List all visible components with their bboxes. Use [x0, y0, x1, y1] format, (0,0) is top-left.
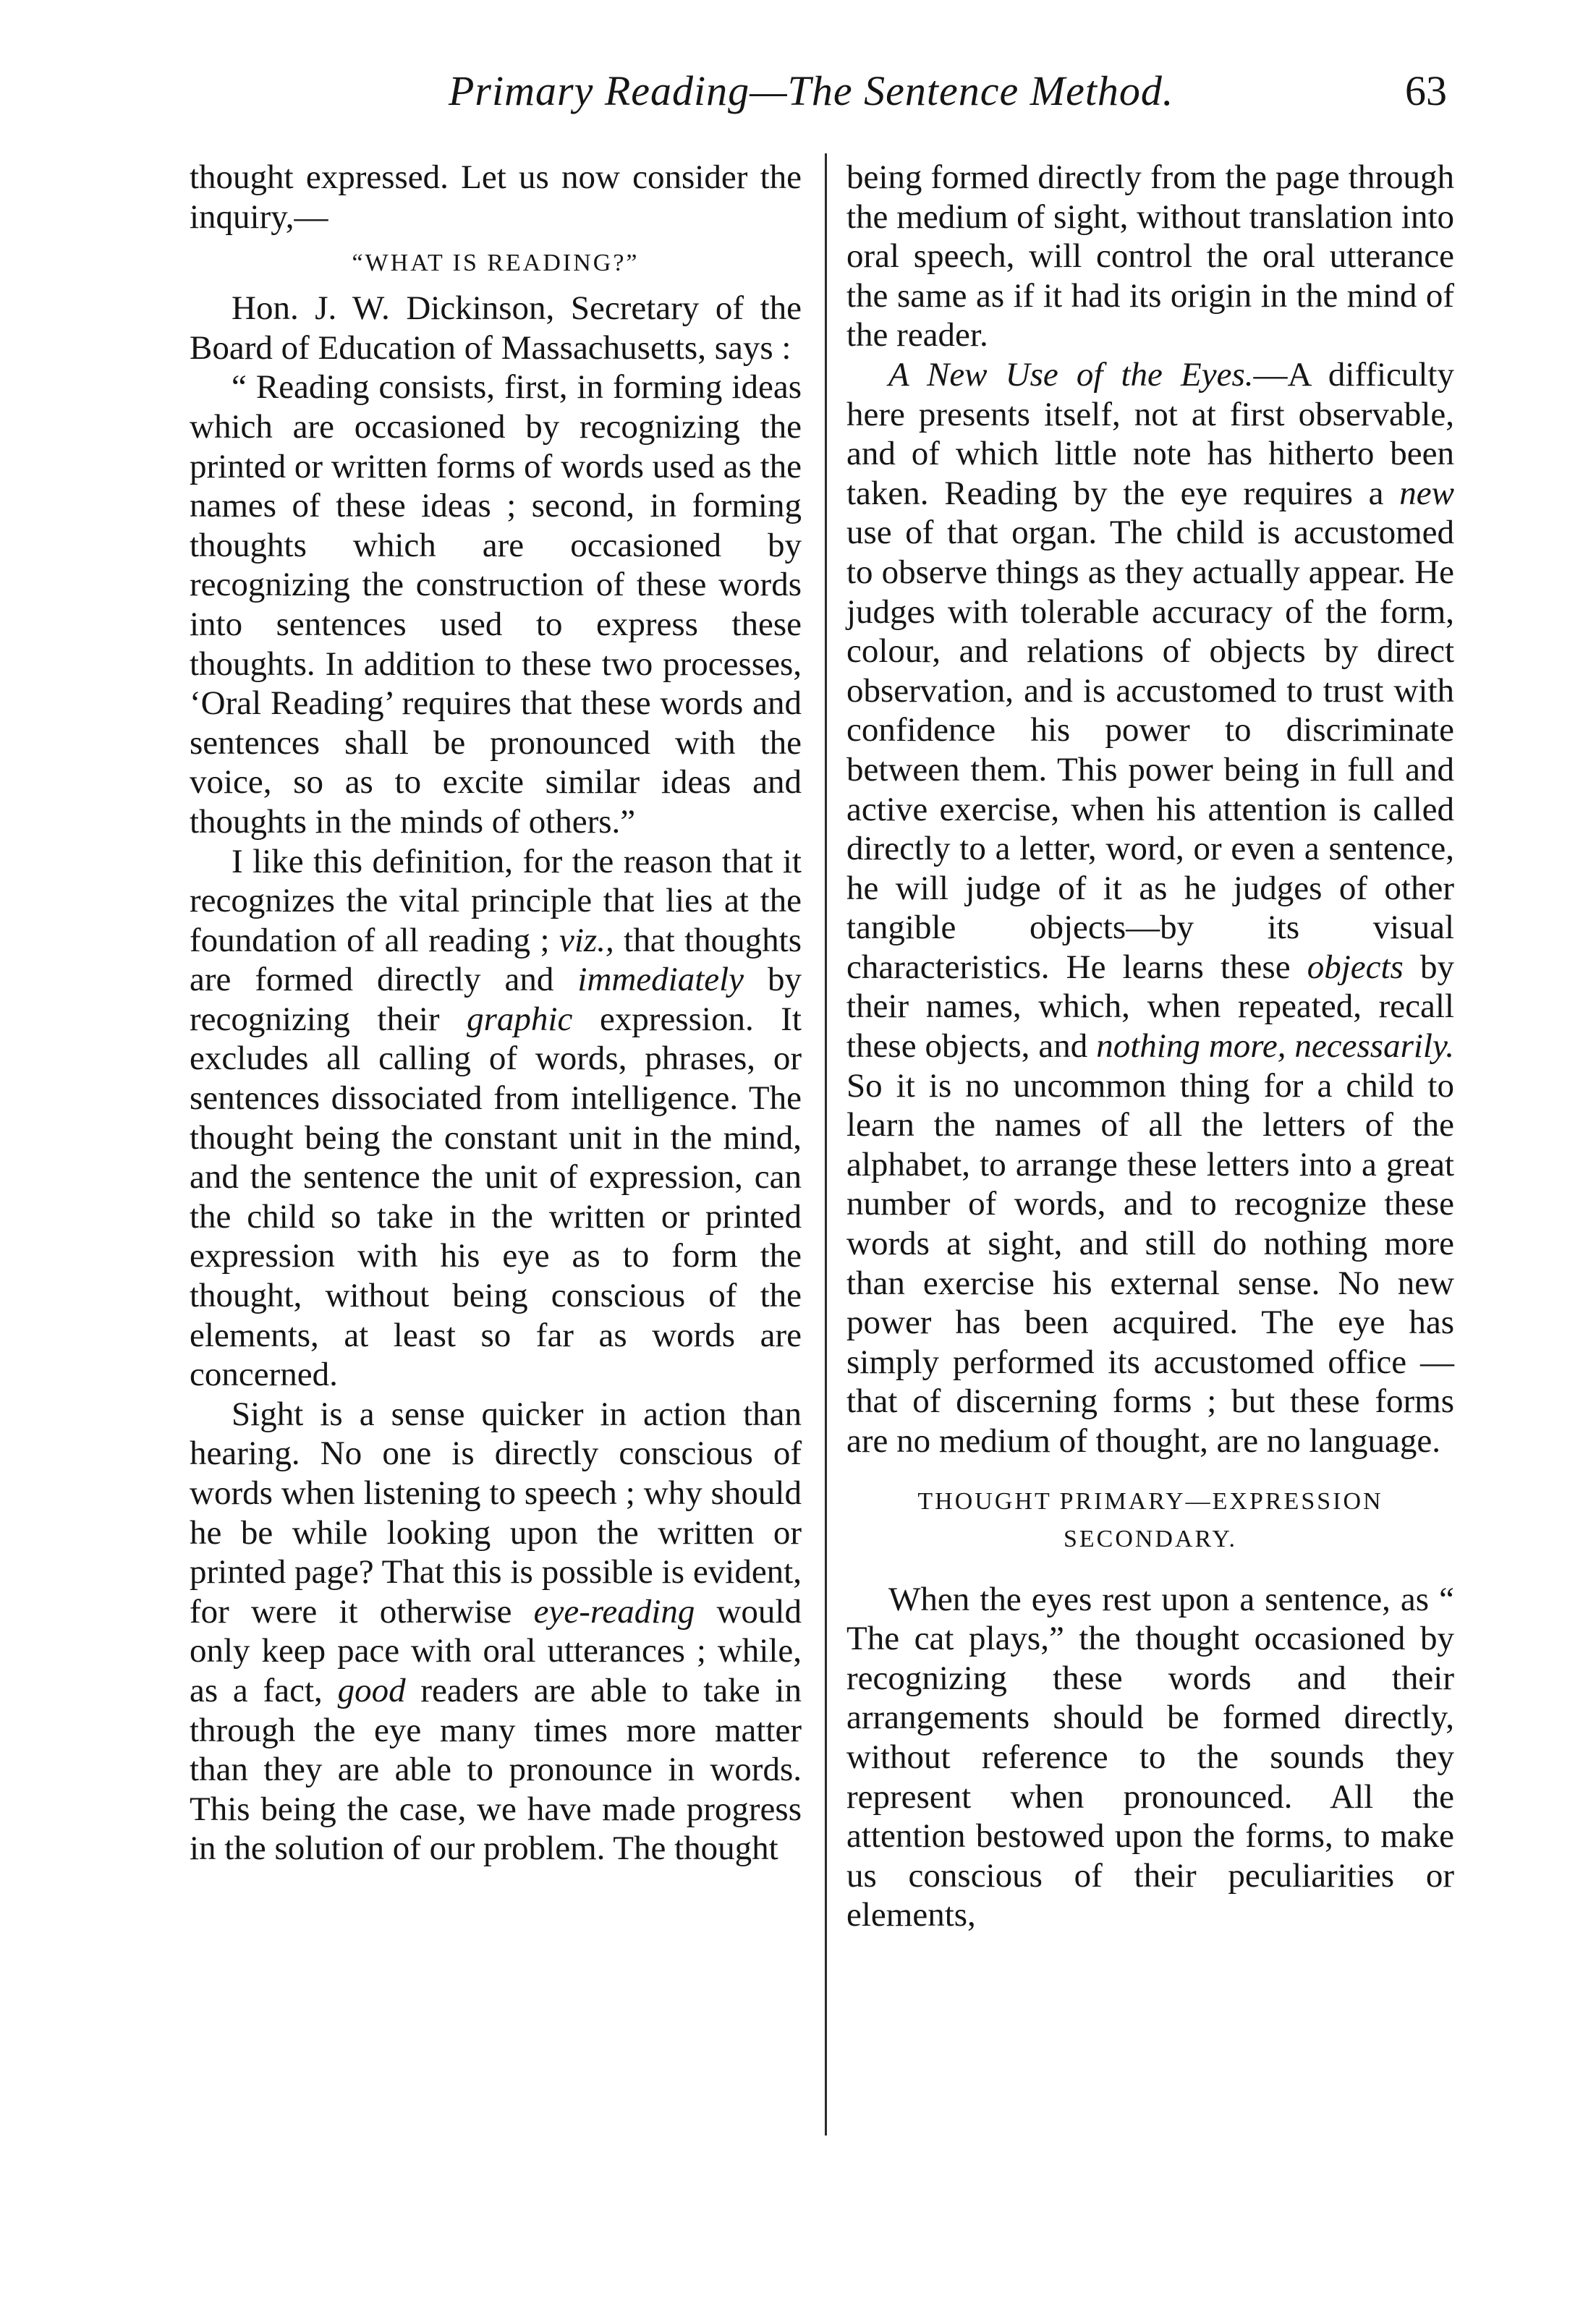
quotation-paragraph: “ Reading consists, first, in forming ideas which are occasioned by recognizing the printed or written forms of words used as the names of these ideas ; second, in forming thoughts which are occasioned by recognizing the construction of these words into sentences used to express these thoughts. In addition to these two processes, ‘Oral Reading’ requires that these words and sentences shall be pronounced with the voice, so as to excite similar ideas and thoughts in the minds of others.” [190, 368, 802, 841]
italic-text: graphic [467, 1000, 573, 1038]
page-number: 63 [1405, 67, 1447, 114]
text-run: readers are able to take in through the eye many times more matter than they are able to pronounce in words. This being the case, we have made progress in the solution of our problem. The thought [190, 1671, 802, 1868]
paragraph: When the eyes rest upon a sentence, as “ The cat plays,” the thought occasioned by recognizing these words and their arrangements should be formed directly, without reference to the sounds they represent when pronounced. All the attention bestowed upon the forms, to make us conscious of their peculiarities or elements, [846, 1580, 1454, 1934]
italic-sidehead: A New Use of the Eyes. [888, 355, 1254, 394]
text-run: I like this definition, for the reason that it recognizes the vital principle that lies at the foundation of all reading ; [190, 842, 802, 959]
text-run: So it is no uncommon thing for a child to learn the names of all the letters of the alphabet, to arrange these letters into a great number of words, and to recognize these words at sight, and still do nothing more than exercise his external sense. No new power has been acquired. The eye has simply performed its accustomed office —that of discerning forms ; but these forms are no medium of thought, are no language. [846, 1066, 1454, 1460]
text-run: —A difficulty here presents itself, not at first observable, and of which little note has hitherto been taken. Reading by the eye requires a [846, 355, 1454, 512]
running-head [0, 67, 1596, 132]
paragraph [846, 355, 1454, 1461]
paragraph: thought expressed. Let us now consider the inquiry,— [190, 158, 802, 236]
italic-text: nothing more, necessarily. [1096, 1027, 1455, 1066]
text-run: that thoughts are formed directly and [190, 921, 802, 999]
paragraph [190, 1395, 802, 1869]
left-column [190, 158, 802, 1869]
italic-text: good [337, 1671, 406, 1709]
text-run: by their names, which, when repeated, recall these objects, and [846, 948, 1454, 1066]
right-column [846, 158, 1454, 1935]
section-heading: THOUGHT PRIMARY—EXPRESSION SECONDARY. [917, 1487, 1383, 1552]
paragraph: Hon. J. W. Dickinson, Secretary of the Board of Education of Massachusetts, says : [190, 289, 802, 367]
italic-text: eye-reading [533, 1592, 695, 1631]
text-run: Sight is a sense quicker in action than hearing. No one is directly conscious of words when listening to speech ; why should he be while looking upon the written or printed page? That this is possible is evident, for were it otherwise [190, 1395, 802, 1631]
text-run: by recognizing their [190, 961, 802, 1038]
section-heading: “WHAT IS READING?” [352, 250, 640, 277]
italic-text: new [1399, 474, 1454, 512]
paragraph [190, 842, 802, 1395]
paragraph: being formed directly from the page through the medium of sight, without translation into oral speech, will control the oral utterance the same as if it had its origin in the mind of the reader. [846, 158, 1454, 354]
column-divider [825, 153, 827, 2135]
text-run: use of that organ. The child is accustomed to observe things as they actually appear. He judges with tolerable accuracy of the form, colour, and relations of objects by direct observation, and is accustomed to trust with confidence his power to discriminate between them. This power being in full and active exercise, when his attention is called directly to a letter, word, or even a sentence, he will judge of it as he judges of other tangible objects—by its visual characteristics. He learns these [846, 514, 1454, 986]
italic-text: viz., [559, 921, 614, 959]
italic-text: immediately [577, 961, 744, 999]
italic-text: objects [1307, 948, 1404, 986]
text-run: would only keep pace with oral utterances ; while, as a fact, [190, 1592, 802, 1709]
text-run: expression. It excludes all calling of words, phrases, or sentences dissociated from intelligence. The thought being the constant unit in the mind, and the sentence the unit of expression, can the child so take in the written or printed expression with his eye as to form the thought, without being conscious of the elements, at least so far as words are concerned. [190, 1000, 802, 1394]
running-title: Primary Reading—The Sentence Method. [449, 67, 1174, 114]
